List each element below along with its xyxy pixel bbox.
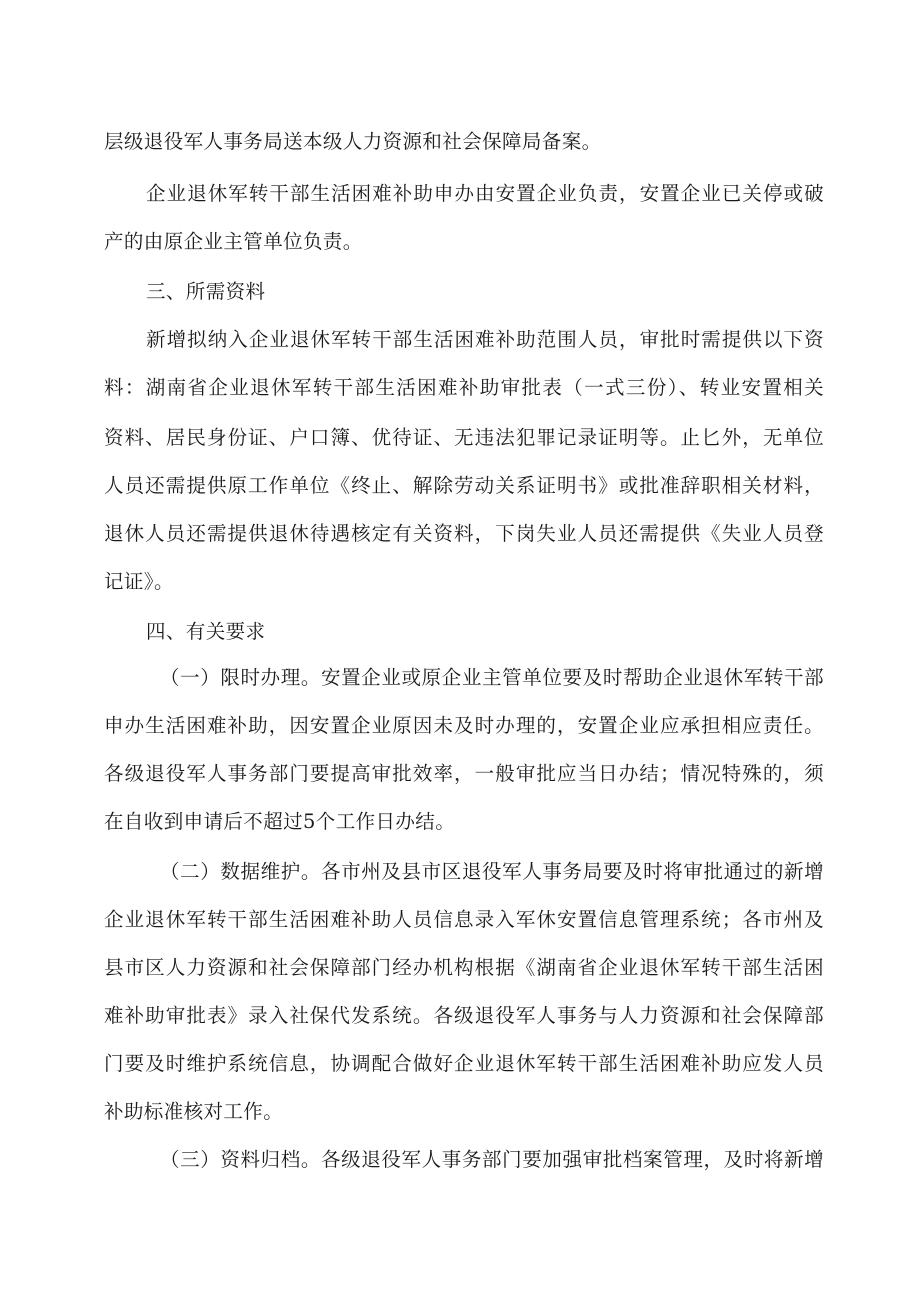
text-line: 人员还需提供原工作单位《终止、解除劳动关系证明书》或批准辞职相关材料， xyxy=(104,474,824,497)
text-line: 记证》。 xyxy=(104,570,174,593)
text-line: 料：湖南省企业退休军转干部生活困难补助审批表（一式三份）、转业安置相关 xyxy=(104,376,824,399)
text-line: 难补助审批表》录入社保代发系统。各级退役军人事务与人力资源和社会保障部 xyxy=(104,1004,824,1027)
text-line: 层级退役军人事务局送本级人力资源和社会保障局备案。 xyxy=(104,130,602,153)
text-line: 产的由原企业主管单位负责。 xyxy=(104,230,363,253)
text-line: 门要及时维护系统信息，协调配合做好企业退休军转干部生活困难补助应发人员 xyxy=(104,1052,824,1075)
text-line: 各级退役军人事务部门要提高审批效率，一般审批应当日办结；情况特殊的，须 xyxy=(104,762,824,785)
text-line: 申办生活困难补助，因安置企业原因未及时办理的，安置企业应承担相应责任。 xyxy=(104,714,824,737)
text-line: （一）限时办理。安置企业或原企业主管单位要及时帮助企业退休军转干部 xyxy=(160,666,824,689)
text-line: （二）数据维护。各市州及县市区退役军人事务局要及时将审批通过的新增 xyxy=(160,860,824,883)
text-line: 企业退休军转干部生活困难补助人员信息录入军休安置信息管理系统；各市州及 xyxy=(104,908,824,931)
text-line: 县市区人力资源和社会保障部门经办机构根据《湖南省企业退休军转干部生活困 xyxy=(104,956,824,979)
section-heading: 三、所需资料 xyxy=(146,280,266,303)
text-line: 新增拟纳入企业退休军转干部生活困难补助范围人员，审批时需提供以下资 xyxy=(146,328,824,351)
text-line: 资料、居民身份证、户口簿、优待证、无违法犯罪记录证明等。止匕外，无单位 xyxy=(104,426,824,449)
text-line: 补助标准核对工作。 xyxy=(104,1100,284,1123)
text-line: 退休人员还需提供退休待遇核定有关资料，下岗失业人员还需提供《失业人员登 xyxy=(104,522,824,545)
text-line: （三）资料归档。各级退役军人事务部门要加强审批档案管理，及时将新增 xyxy=(160,1148,824,1171)
section-heading: 四、有关要求 xyxy=(146,620,266,643)
text-line: 在自收到申请后不超过5个工作日办结。 xyxy=(104,810,456,833)
text-line: 企业退休军转干部生活困难补助申办由安置企业负责，安置企业已关停或破 xyxy=(146,182,824,205)
